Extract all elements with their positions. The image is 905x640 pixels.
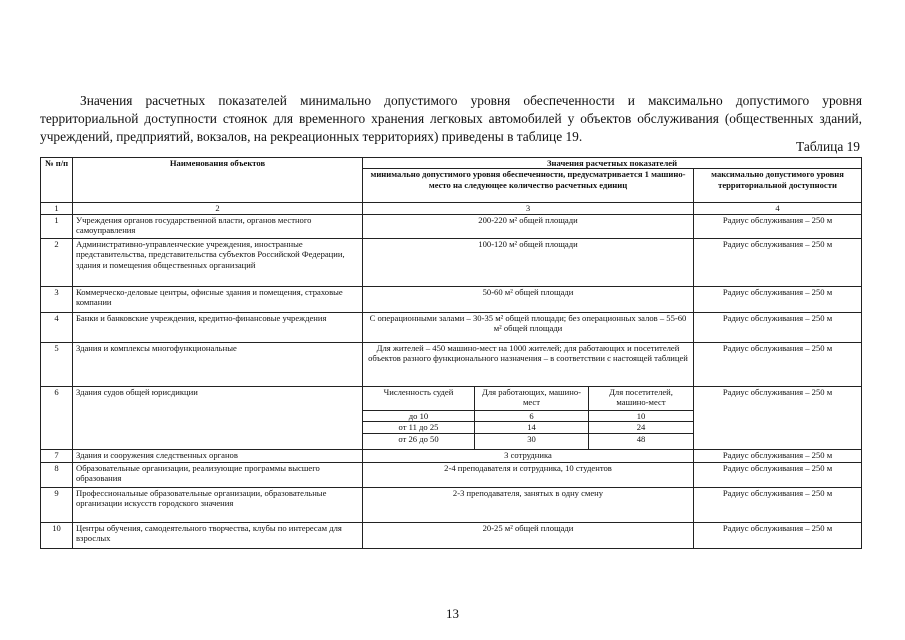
row-max: Радиус обслуживания – 250 м: [694, 342, 862, 386]
row-name: Учреждения органов государственной власти, органов местного самоуправления: [73, 214, 363, 238]
table-row: [41, 386, 862, 410]
table-row: [41, 312, 862, 342]
row-num: 1: [41, 214, 73, 238]
courts-cell: 6: [475, 410, 589, 421]
row-name: Коммерческо-деловые центры, офисные здания и помещения, страховые компании: [73, 286, 363, 312]
table-row: [41, 238, 862, 286]
courts-cell: 10: [589, 410, 694, 421]
header-name: Наименования объектов: [73, 158, 363, 203]
row-min: 2-4 преподавателя и сотрудника, 10 студентов: [363, 462, 694, 487]
courts-cell: от 11 до 25: [363, 422, 475, 433]
row-name: Здания и комплексы многофункциональные: [73, 342, 363, 386]
row-name: Профессиональные образовательные организации, образовательные организации искусств городского значения: [73, 487, 363, 522]
row-max: Радиус обслуживания – 250 м: [694, 286, 862, 312]
courts-subheader: Для работающих, машино-мест: [475, 386, 589, 410]
row-num: 5: [41, 342, 73, 386]
courts-cell: до 10: [363, 410, 475, 421]
row-num: 8: [41, 462, 73, 487]
parking-standards-table: [40, 157, 862, 549]
row-max: Радиус обслуживания – 250 м: [694, 312, 862, 342]
courts-cell: 48: [589, 433, 694, 449]
header-max-level: максимально допустимого уровня территориальной доступности: [694, 169, 862, 203]
intro-paragraph: Значения расчетных показателей минимально допустимого уровня обеспеченности и максимально допустимого уровня территориальной доступности стоянок для временного хранения легковых автомобилей у объектов обслуживания (общественных зданий, учреждений, предприятий, вокзалов, на рекреационных территориях) приведены в таблице 19.: [40, 93, 862, 144]
row-num: 7: [41, 449, 73, 462]
courts-subheader: Численность судей: [363, 386, 475, 410]
row-num: 3: [41, 286, 73, 312]
row-min: 100-120 м² общей площади: [363, 238, 694, 286]
row-num: 6: [41, 386, 73, 449]
row-min: 50-60 м² общей площади: [363, 286, 694, 312]
row-min: С операционными залами – 30-35 м² общей площади; без операционных залов – 55-60 м² общей площади: [363, 312, 694, 342]
row-max: Радиус обслуживания – 250 м: [694, 238, 862, 286]
row-name: Образовательные организации, реализующие программы высшего образования: [73, 462, 363, 487]
courts-cell: 30: [475, 433, 589, 449]
row-min: 3 сотрудника: [363, 449, 694, 462]
row-max: Радиус обслуживания – 250 м: [694, 386, 862, 449]
row-name: Банки и банковские учреждения, кредитно-финансовые учреждения: [73, 312, 363, 342]
col-number: 4: [694, 203, 862, 214]
header-num: № п/п: [41, 158, 73, 203]
table-row: [41, 487, 862, 522]
row-min: 20-25 м² общей площади: [363, 522, 694, 548]
header-values-group: Значения расчетных показателей: [363, 158, 862, 169]
row-num: 10: [41, 522, 73, 548]
table-row: [41, 449, 862, 462]
table-row: [41, 214, 862, 238]
courts-cell: 14: [475, 422, 589, 433]
courts-subheader: Для посетителей, машино-мест: [589, 386, 694, 410]
row-min: Для жителей – 450 машино-мест на 1000 жителей; для работающих и посетителей объектов разного функционального назначения – в соответствии с настоящей таблицей: [363, 342, 694, 386]
row-max: Радиус обслуживания – 250 м: [694, 449, 862, 462]
row-num: 2: [41, 238, 73, 286]
header-min-level: минимально допустимого уровня обеспеченности, предусматривается 1 машино-место на следующее количество расчетных единиц: [363, 169, 694, 203]
row-name: Здания и сооружения следственных органов: [73, 449, 363, 462]
row-max: Радиус обслуживания – 250 м: [694, 487, 862, 522]
table-row: [41, 286, 862, 312]
col-number: 1: [41, 203, 73, 214]
row-min: 2-3 преподавателя, занятых в одну смену: [363, 487, 694, 522]
row-name: Центры обучения, самодеятельного творчества, клубы по интересам для взрослых: [73, 522, 363, 548]
courts-cell: от 26 до 50: [363, 433, 475, 449]
page-number: 13: [446, 606, 459, 621]
row-num: 4: [41, 312, 73, 342]
row-max: Радиус обслуживания – 250 м: [694, 522, 862, 548]
row-name: Административно-управленческие учреждения, иностранные представительства, представительства субъектов Российской Федерации, здания и помещения общественных организаций: [73, 238, 363, 286]
row-max: Радиус обслуживания – 250 м: [694, 214, 862, 238]
row-min: 200-220 м² общей площади: [363, 214, 694, 238]
row-max: Радиус обслуживания – 250 м: [694, 462, 862, 487]
col-number: 2: [73, 203, 363, 214]
table-row: [41, 522, 862, 548]
table-caption: Таблица 19: [796, 139, 860, 154]
table-row: [41, 342, 862, 386]
row-name: Здания судов общей юрисдикции: [73, 386, 363, 449]
col-number: 3: [363, 203, 694, 214]
table-row: [41, 462, 862, 487]
row-num: 9: [41, 487, 73, 522]
courts-cell: 24: [589, 422, 694, 433]
